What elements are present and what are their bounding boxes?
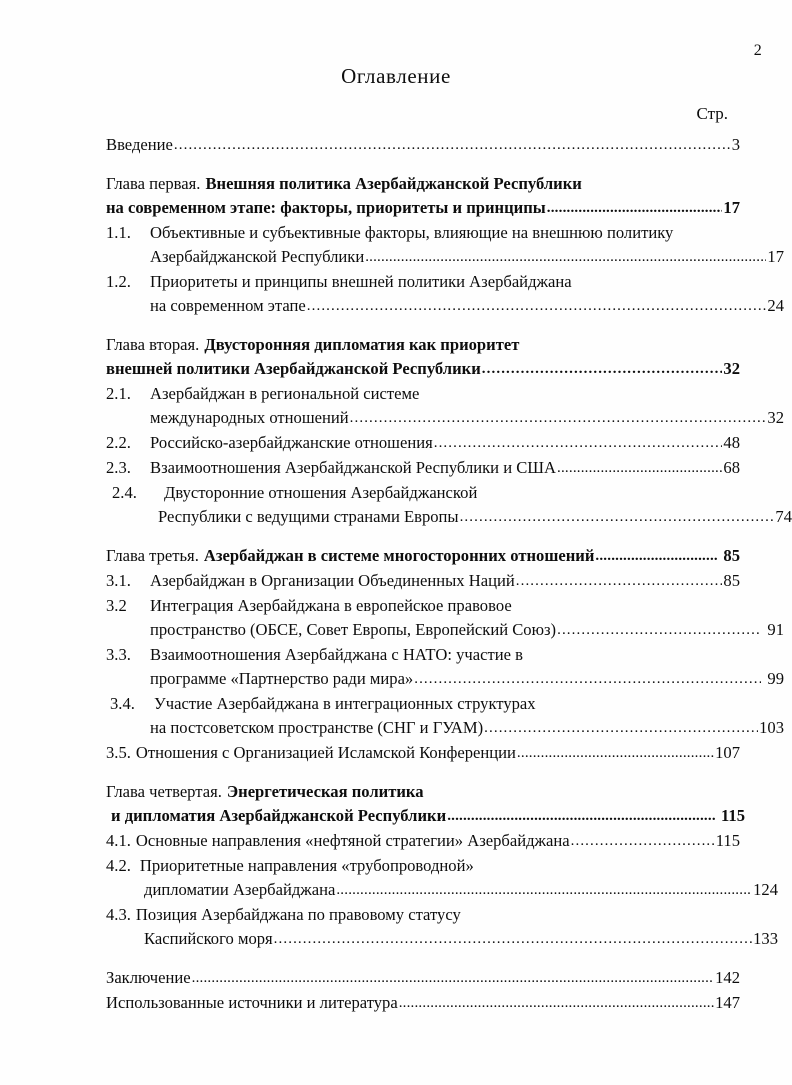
toc-chapter-2[interactable] <box>106 333 740 382</box>
toc-entry-3-3[interactable] <box>106 643 784 692</box>
section-title-line-2: Республики с ведущими странами Европы <box>158 507 459 526</box>
section-number: 4.1. <box>106 831 131 850</box>
dot-leader <box>481 357 723 381</box>
section-number: 3.1. <box>106 571 131 590</box>
section-title-line-1: Отношения с Организацией Исламской Конференции <box>135 743 516 762</box>
toc-chapter-1[interactable] <box>106 172 740 221</box>
chapter-page: 115 <box>721 806 745 825</box>
section-title-line-1: Азербайджан в Организации Объединенных Наций <box>150 571 515 590</box>
section-title-line-2: на современном этапе <box>150 296 306 315</box>
dot-leader <box>446 804 715 828</box>
section-page: 24 <box>767 296 784 315</box>
section-page: 91 <box>767 620 784 639</box>
section-title-line-1: Взаимоотношения Азербайджанской Республики и США <box>150 458 557 477</box>
toc-entry-4-3[interactable] <box>106 903 778 952</box>
section-page: 124 <box>753 880 778 899</box>
chapter-page: 32 <box>723 359 740 378</box>
section-title-line-1: Двусторонние отношения Азербайджанской <box>164 483 478 502</box>
dot-leader <box>306 294 767 318</box>
dot-leader <box>556 618 761 642</box>
dot-leader <box>516 741 714 765</box>
section-title-line-1: Взаимоотношения Азербайджана с НАТО: участие в <box>150 645 523 664</box>
dot-leader <box>546 196 723 220</box>
dot-leader <box>335 878 752 902</box>
chapter-title-line-2: внешней политики Азербайджанской Республики <box>106 359 481 378</box>
chapter-page: 17 <box>723 198 740 217</box>
chapter-page: 85 <box>723 546 740 565</box>
section-number: 3.2 <box>106 596 127 615</box>
dot-leader <box>570 829 715 853</box>
section-title-line-2: дипломатии Азербайджана <box>144 880 336 899</box>
section-title-line-1: Позиция Азербайджана по правовому статусу <box>135 905 461 924</box>
toc-entry-2-4[interactable] <box>106 481 792 530</box>
section-page: 74 <box>775 507 792 526</box>
section-title-line-2: международных отношений <box>150 408 349 427</box>
toc-entry-1-1[interactable] <box>106 221 784 270</box>
section-page: 85 <box>723 571 740 590</box>
section-title-line-1: Интеграция Азербайджана в европейское правовое <box>150 596 512 615</box>
toc-entry-4-1[interactable] <box>106 829 740 854</box>
toc-entry-introduction[interactable] <box>106 133 740 158</box>
section-page: 115 <box>715 831 740 850</box>
section-title-line-2: пространство (ОБСЕ, Совет Европы, Европейский Союз) <box>150 620 557 639</box>
column-header-pages: Стр. <box>696 104 728 123</box>
chapter-prefix: Глава вторая. <box>106 335 200 354</box>
chapter-title-line-1: Двусторонняя дипломатия как приоритет <box>204 335 520 354</box>
chapter-title-line-1: Внешняя политика Азербайджанской Республики <box>205 174 582 193</box>
section-title-line-1: Азербайджан в региональной системе <box>150 384 420 403</box>
section-page: 103 <box>759 718 784 737</box>
section-page: 32 <box>767 408 784 427</box>
section-page: 133 <box>753 929 778 948</box>
toc-entry-1-2[interactable] <box>106 270 784 319</box>
chapter-title-line-1: Энергетическая политика <box>226 782 424 801</box>
section-number: 3.3. <box>106 645 131 664</box>
dot-leader <box>413 667 761 691</box>
table-of-contents <box>106 133 792 1016</box>
section-number: 2.2. <box>106 433 131 452</box>
toc-entry-2-1[interactable] <box>106 382 784 431</box>
section-title-line-2: Азербайджанской Республики <box>150 247 365 266</box>
toc-entry-conclusion[interactable] <box>106 966 740 991</box>
section-page: 68 <box>723 458 740 477</box>
section-number: 4.3. <box>106 905 131 924</box>
dot-leader <box>594 544 717 568</box>
toc-entry-3-1[interactable] <box>106 569 740 594</box>
section-title-line-1: Участие Азербайджана в интеграционных структурах <box>154 694 536 713</box>
chapter-title-line-1: Азербайджан в системе многосторонних отношений <box>203 546 595 565</box>
toc-entry-label: Введение <box>106 135 173 154</box>
section-title-line-1: Приоритеты и принципы внешней политики Азербайджана <box>150 272 572 291</box>
chapter-title-line-2: и дипломатия Азербайджанской Республики <box>111 806 447 825</box>
toc-entry-page: 3 <box>731 135 740 154</box>
section-title-line-1: Основные направления «нефтяной стратегии» Азербайджана <box>135 831 570 850</box>
dot-leader <box>515 569 723 593</box>
dot-leader <box>364 245 766 269</box>
section-page: 99 <box>767 669 784 688</box>
toc-entry-label: Заключение <box>106 968 191 987</box>
toc-entry-2-2[interactable] <box>106 431 740 456</box>
section-title-line-2: Каспийского моря <box>144 929 273 948</box>
section-number: 4.2. <box>106 856 131 875</box>
toc-entry-4-2[interactable] <box>106 854 778 903</box>
section-title-line-2: программе «Партнерство ради мира» <box>150 669 414 688</box>
dot-leader <box>273 927 752 951</box>
dot-leader <box>349 406 767 430</box>
dot-leader <box>191 966 714 990</box>
section-number: 2.4. <box>112 483 137 502</box>
section-number: 1.2. <box>106 272 131 291</box>
toc-entry-3-4[interactable] <box>106 692 784 741</box>
section-title-line-1: Приоритетные направления «трубопроводной» <box>139 856 474 875</box>
dot-leader <box>459 505 775 529</box>
dot-leader <box>398 991 714 1015</box>
section-title-line-1: Объективные и субъективные факторы, влияющие на внешнюю политику <box>150 223 674 242</box>
toc-entry-3-2[interactable] <box>106 594 784 643</box>
dot-leader <box>433 431 723 455</box>
toc-entry-page: 142 <box>715 968 740 987</box>
toc-entry-3-5[interactable] <box>106 741 740 766</box>
section-number: 3.4. <box>110 694 135 713</box>
section-number: 1.1. <box>106 223 131 242</box>
dot-leader <box>483 716 758 740</box>
toc-entry-label: Использованные источники и литература <box>106 993 398 1012</box>
toc-chapter-3[interactable] <box>106 544 740 569</box>
chapter-prefix: Глава четвертая. <box>106 782 222 801</box>
section-page: 107 <box>715 743 740 762</box>
chapter-title-line-2: на современном этапе: факторы, приоритеты и принципы <box>106 198 546 217</box>
section-page: 48 <box>723 433 740 452</box>
dot-leader <box>556 456 722 480</box>
toc-chapter-4[interactable] <box>106 780 745 829</box>
toc-entry-page: 147 <box>715 993 740 1012</box>
section-page: 17 <box>767 247 784 266</box>
toc-entry-bibliography[interactable] <box>106 991 740 1016</box>
section-title-line-2: на постсоветском пространстве (СНГ и ГУАМ) <box>150 718 484 737</box>
section-number: 3.5. <box>106 743 131 762</box>
chapter-prefix: Глава первая. <box>106 174 201 193</box>
dot-leader <box>173 133 731 157</box>
chapter-prefix: Глава третья. <box>106 546 199 565</box>
section-number: 2.3. <box>106 458 131 477</box>
page-number: 2 <box>753 42 762 59</box>
page-title: Оглавление <box>341 64 451 88</box>
toc-entry-2-3[interactable] <box>106 456 740 481</box>
section-title-line-1: Российско-азербайджанские отношения <box>150 433 433 452</box>
section-number: 2.1. <box>106 384 131 403</box>
